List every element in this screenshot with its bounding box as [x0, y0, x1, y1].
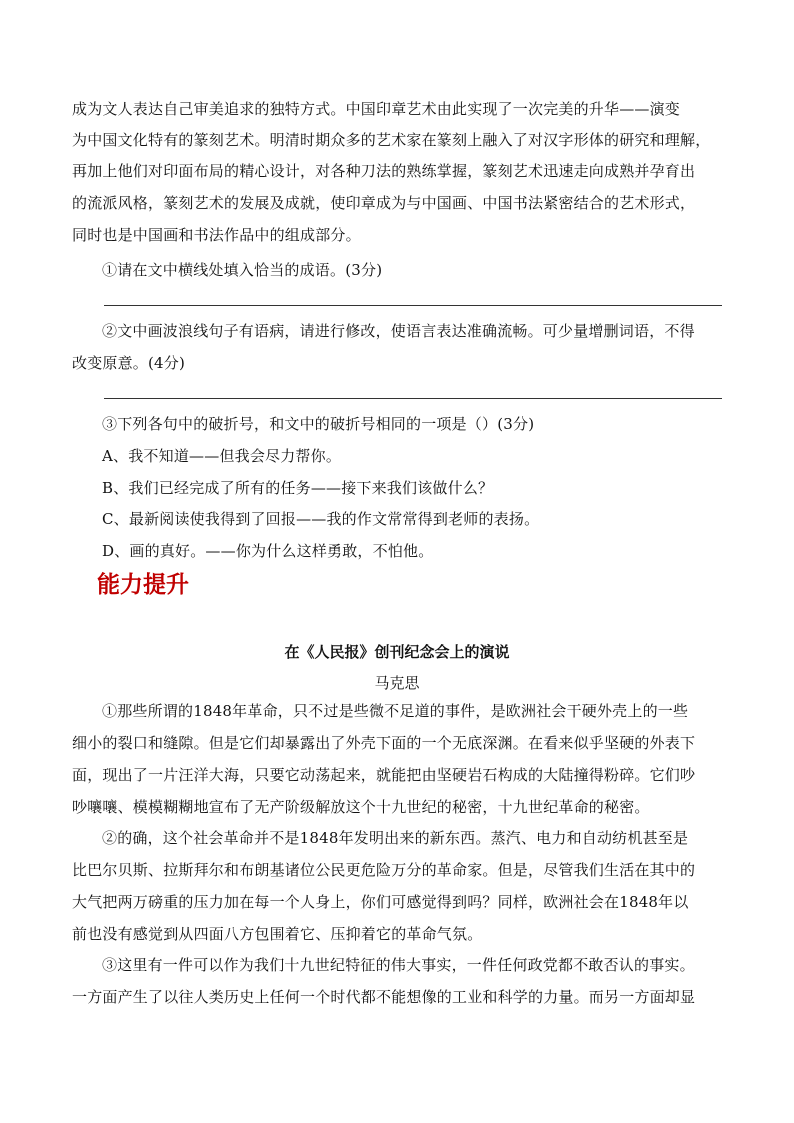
answer-line-1[interactable]	[104, 305, 722, 306]
section-heading: 能力提升	[97, 572, 189, 598]
question-3: ③下列各句中的破折号，和文中的破折号相同的一项是（）(3分)	[102, 415, 535, 433]
passage-line-1: 成为文人表达自己审美追求的独特方式。中国印章艺术由此实现了一次完美的升华——演变	[72, 100, 681, 118]
speech-line-1: ①那些所谓的1848年革命，只不过是些微不足道的事件，是欧洲社会干硬外壳上的一些	[102, 702, 689, 720]
option-b: B、我们已经完成了所有的任务——接下来我们该做什么？	[102, 479, 494, 497]
speech-line-10: 一方面产生了以往人类历史上任何一个时代都不能想像的工业和科学的力量。而另一方面却显	[72, 988, 696, 1006]
speech-line-9: ③这里有一件可以作为我们十九世纪特征的伟大事实，一件任何政党都不敢否认的事实。	[102, 956, 695, 974]
option-d: D、画的真好。——你为什么这样勇敢，不怕他。	[102, 542, 434, 560]
passage-line-3: 再加上他们对印面布局的精心设计，对各种刀法的熟练掌握，篆刻艺术迅速走向成熟并孕育出	[72, 162, 696, 180]
option-a: A、我不知道——但我会尽力帮你。	[102, 447, 342, 465]
question-2-line-1: ②文中画波浪线句子有语病，请进行修改，使语言表达准确流畅。可少量增删词语，不得	[102, 322, 695, 340]
speech-line-6: 比巴尔贝斯、拉斯拜尔和布朗基诸位公民更危险万分的革命家。但是，尽管我们生活在其中的	[72, 861, 696, 879]
speech-line-3: 面，现出了一片汪洋大海，只要它动荡起来，就能把由坚硬岩石构成的大陆撞得粉碎。它们吵	[72, 766, 696, 784]
option-c: C、最新阅读使我得到了回报——我的作文常常得到老师的表扬。	[102, 510, 540, 528]
passage-line-4: 的流派风格，篆刻艺术的发展及成就，使印章成为与中国画、中国书法紧密结合的艺术形式，	[72, 194, 696, 212]
question-1: ①请在文中横线处填入恰当的成语。(3分)	[102, 261, 383, 279]
speech-line-8: 前也没有感觉到从四面八方包围着它、压抑着它的革命气氛。	[72, 925, 483, 943]
speech-author: 马克思	[374, 674, 420, 692]
speech-line-5: ②的确，这个社会革命并不是1848年发明出来的新东西。蒸汽、电力和自动纺机甚至是	[102, 829, 689, 847]
speech-title: 在《人民报》创刊纪念会上的演说	[284, 643, 510, 661]
speech-line-2: 细小的裂口和缝隙。但是它们却暴露出了外壳下面的一个无底深渊。在看来似乎坚硬的外表下	[72, 734, 696, 752]
speech-line-7: 大气把两万磅重的压力加在每一个人身上，你们可感觉得到吗？同样，欧洲社会在1848年以	[72, 893, 689, 911]
speech-line-4: 吵嚷嚷、模模糊糊地宣布了无产阶级解放这个十九世纪的秘密，十九世纪革命的秘密。	[72, 798, 650, 816]
passage-line-2: 为中国文化特有的篆刻艺术。明清时期众多的艺术家在篆刻上融入了对汉字形体的研究和理解，	[72, 131, 711, 149]
passage-line-5: 同时也是中国画和书法作品中的组成部分。	[72, 226, 361, 244]
answer-line-2[interactable]	[104, 398, 722, 399]
question-2-line-2: 改变原意。(4分)	[72, 354, 186, 372]
